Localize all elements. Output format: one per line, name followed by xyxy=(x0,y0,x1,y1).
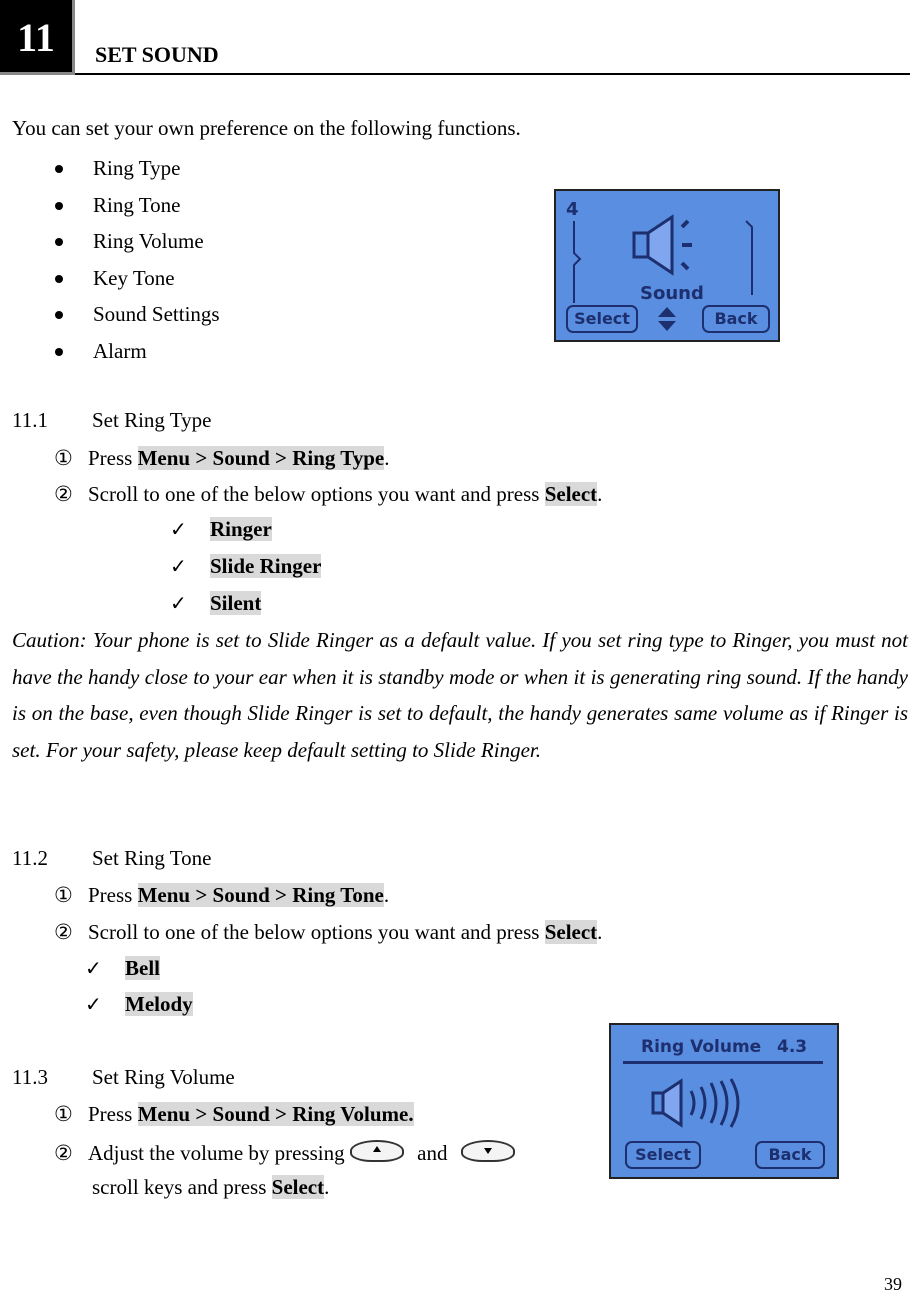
check-icon: ✓ xyxy=(170,517,187,541)
step-1: ① Press Menu > Sound > Ring Volume. xyxy=(54,1102,414,1126)
caution-note: Caution: Your phone is set to Slide Ringer as a default value. If you set ring type to Ringer, you must not have the handy close to your ear when it is standby mode or when it is generating ring sound. If the handy is on the base, even though Slide Ringer is set to default, the handy generates same volume as if Ringer is set. For your safety, please keep default setting to Slide Ringer. xyxy=(12,628,908,762)
list-item: Ring Type xyxy=(52,150,220,187)
screen-title: Ring Volume xyxy=(641,1037,762,1057)
speaker-icon xyxy=(632,213,704,277)
list-item: Key Tone xyxy=(52,260,220,297)
up-down-arrow-icon xyxy=(656,305,678,333)
option-item: ✓ Ringer xyxy=(170,517,272,541)
speaker-icon xyxy=(651,1077,761,1129)
chapter-title: SET SOUND xyxy=(95,42,219,67)
option-item: ✓ Bell xyxy=(85,956,160,980)
section-title: Set Ring Type xyxy=(92,408,212,432)
menu-path: Menu > Sound > Ring Volume. xyxy=(137,1102,414,1126)
select-key-label: Select xyxy=(544,482,598,506)
check-icon: ✓ xyxy=(170,554,187,578)
select-key-label: Select xyxy=(544,920,598,944)
ring-volume-screen-image xyxy=(609,1023,839,1179)
step-1: ① Press Menu > Sound > Ring Tone. xyxy=(54,883,390,907)
section-number: 11.1 xyxy=(12,408,48,432)
check-icon: ✓ xyxy=(170,591,187,615)
option-item: ✓ Slide Ringer xyxy=(170,554,322,578)
section-number: 11.3 xyxy=(12,1065,48,1089)
section-title: Set Ring Tone xyxy=(92,846,212,870)
down-key-icon xyxy=(461,1140,515,1162)
list-item: Ring Tone xyxy=(52,187,220,224)
screen-menu-number: 4 xyxy=(566,199,579,220)
section-number: 11.2 xyxy=(12,846,48,870)
option-item: ✓ Silent xyxy=(170,591,262,615)
list-item: Sound Settings xyxy=(52,296,220,333)
header-rule xyxy=(75,73,910,75)
screen-select-key: Select xyxy=(566,305,638,333)
screen-back-key: Back xyxy=(702,305,770,333)
screen-divider xyxy=(623,1061,823,1064)
screen-label: Sound xyxy=(640,283,704,304)
screen-select-key: Select xyxy=(625,1141,701,1169)
option-item: ✓ Melody xyxy=(85,992,193,1016)
chapter-number: 11 xyxy=(0,0,75,75)
screen-back-key: Back xyxy=(755,1141,825,1169)
list-item: Alarm xyxy=(52,333,220,370)
check-icon: ✓ xyxy=(85,956,102,980)
list-item: Ring Volume xyxy=(52,223,220,260)
function-list xyxy=(52,150,220,370)
step-2: ② Scroll to one of the below options you want and press Select. xyxy=(54,482,603,506)
sound-screen-image xyxy=(554,189,780,342)
screen-menu-number: 4.3 xyxy=(777,1037,808,1057)
intro-text: You can set your own preference on the following functions. xyxy=(12,116,521,140)
menu-path: Menu > Sound > Ring Type xyxy=(137,446,385,470)
menu-path: Menu > Sound > Ring Tone xyxy=(137,883,384,907)
step-2: ② Adjust the volume by pressing and xyxy=(54,1141,515,1166)
check-icon: ✓ xyxy=(85,992,102,1016)
select-key-label: Select xyxy=(271,1175,325,1199)
step-2: ② Scroll to one of the below options you want and press Select. xyxy=(54,920,603,944)
up-key-icon xyxy=(350,1140,404,1162)
page-number: 39 xyxy=(884,1274,902,1294)
step-2-continued: scroll keys and press Select. xyxy=(92,1175,330,1199)
section-title: Set Ring Volume xyxy=(92,1065,235,1089)
step-1: ① Press Menu > Sound > Ring Type. xyxy=(54,446,390,470)
